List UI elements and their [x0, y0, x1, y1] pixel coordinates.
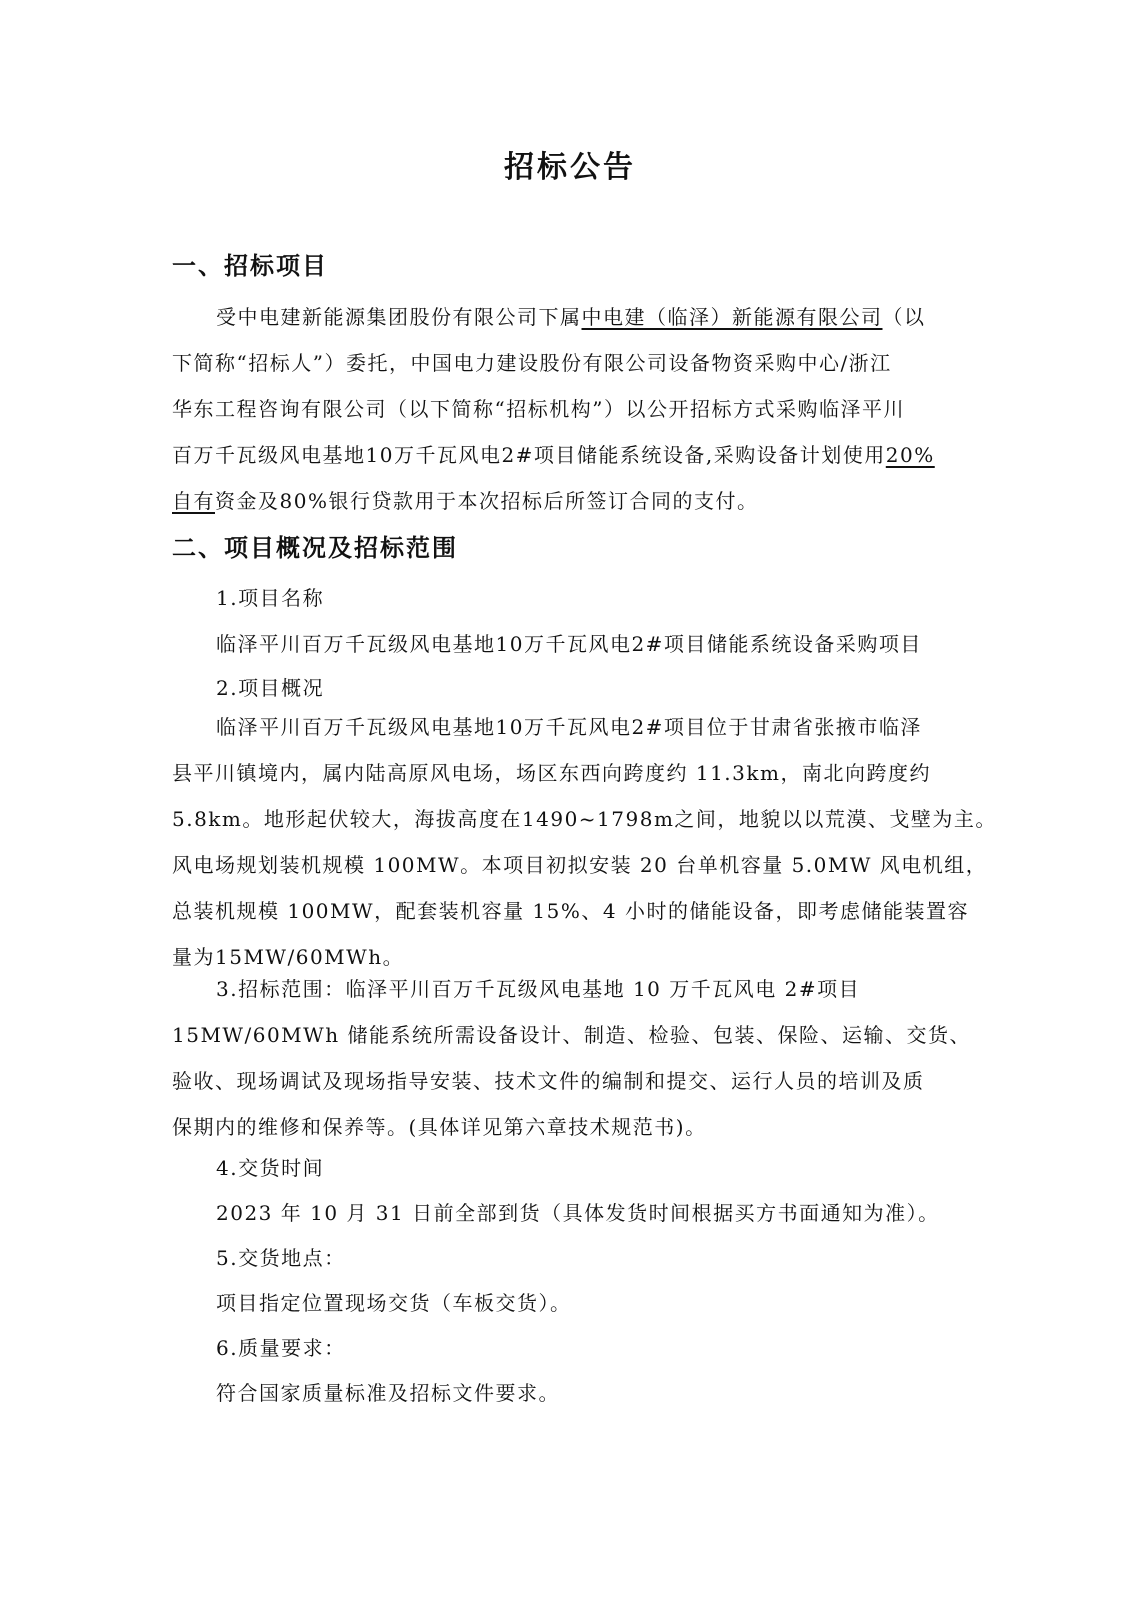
text-line: 风电场规划装机规模 100MW。本项目初拟安装 20 台单机容量 5.0MW 风电机组， — [172, 853, 988, 877]
item-label-project-name: 1.项目名称 — [216, 586, 325, 610]
text-line: 保期内的维修和保养等。(具体详见第六章技术规范书)。 — [172, 1115, 707, 1139]
text-line: 量为15MW/60MWh。 — [172, 945, 405, 969]
text-span: 受中电建新能源集团股份有限公司下属 — [216, 305, 582, 329]
text-span: 百万千瓦级风电基地10万千瓦风电2#项目储能系统设备,采购设备计划使用 — [172, 443, 886, 467]
item-text-project-name: 临泽平川百万千瓦级风电基地10万千瓦风电2#项目储能系统设备采购项目 — [216, 632, 922, 656]
text-span: （以 — [882, 305, 926, 329]
text-line: 15MW/60MWh 储能系统所需设备设计、制造、检验、包装、保险、运输、交货、 — [172, 1023, 971, 1047]
underlined-company-name: 中电建（临泽）新能源有限公司 — [581, 305, 883, 329]
item-label-delivery-location: 5.交货地点： — [216, 1246, 346, 1270]
item-label-delivery-time: 4.交货时间 — [216, 1156, 325, 1180]
item-text-quality-requirements: 符合国家质量标准及招标文件要求。 — [216, 1381, 560, 1405]
item-label-quality-requirements: 6.质量要求： — [216, 1336, 346, 1360]
paragraph-bidding-scope — [172, 966, 971, 1150]
text-line: 华东工程咨询有限公司（以下简称“招标机构”）以公开招标方式采购临泽平川 — [172, 397, 905, 421]
item-text-delivery-time: 2023 年 10 月 31 日前全部到货（具体发货时间根据买方书面通知为准）。 — [216, 1201, 940, 1225]
text-line — [172, 478, 952, 524]
paragraph-project-overview — [172, 704, 997, 980]
paragraph-bidding-project — [172, 294, 952, 524]
text-line: 临泽平川百万千瓦级风电基地10万千瓦风电2#项目位于甘肃省张掖市临泽 — [216, 715, 922, 739]
text-line: 总装机规模 100MW，配套装机容量 15%、4 小时的储能设备，即考虑储能装置容 — [172, 899, 969, 923]
section-heading-project-overview: 二、项目概况及招标范围 — [172, 534, 458, 562]
text-line: 县平川镇境内，属内陆高原风电场，场区东西向跨度约 11.3km，南北向跨度约 — [172, 761, 931, 785]
text-line — [172, 432, 952, 478]
text-line: 下简称“招标人”）委托，中国电力建设股份有限公司设备物资采购中心/浙江 — [172, 351, 892, 375]
document-title: 招标公告 — [504, 150, 636, 185]
text-line: 验收、现场调试及现场指导安装、技术文件的编制和提交、运行人员的培训及质 — [172, 1069, 925, 1093]
underlined-text: 自有 — [172, 489, 215, 513]
text-line: 3.招标范围：临泽平川百万千瓦级风电基地 10 万千瓦风电 2#项目 — [216, 977, 861, 1001]
text-span: 资金及80%银行贷款用于本次招标后所签订合同的支付。 — [215, 489, 759, 513]
text-line — [172, 294, 952, 340]
underlined-percentage: 20% — [885, 443, 935, 467]
section-heading-bidding-project: 一、招标项目 — [172, 252, 328, 280]
text-line: 5.8km。地形起伏较大，海拔高度在1490~1798m之间，地貌以以荒漠、戈壁为主。 — [172, 807, 997, 831]
item-text-delivery-location: 项目指定位置现场交货（车板交货）。 — [216, 1291, 572, 1315]
item-label-project-overview: 2.项目概况 — [216, 676, 325, 700]
